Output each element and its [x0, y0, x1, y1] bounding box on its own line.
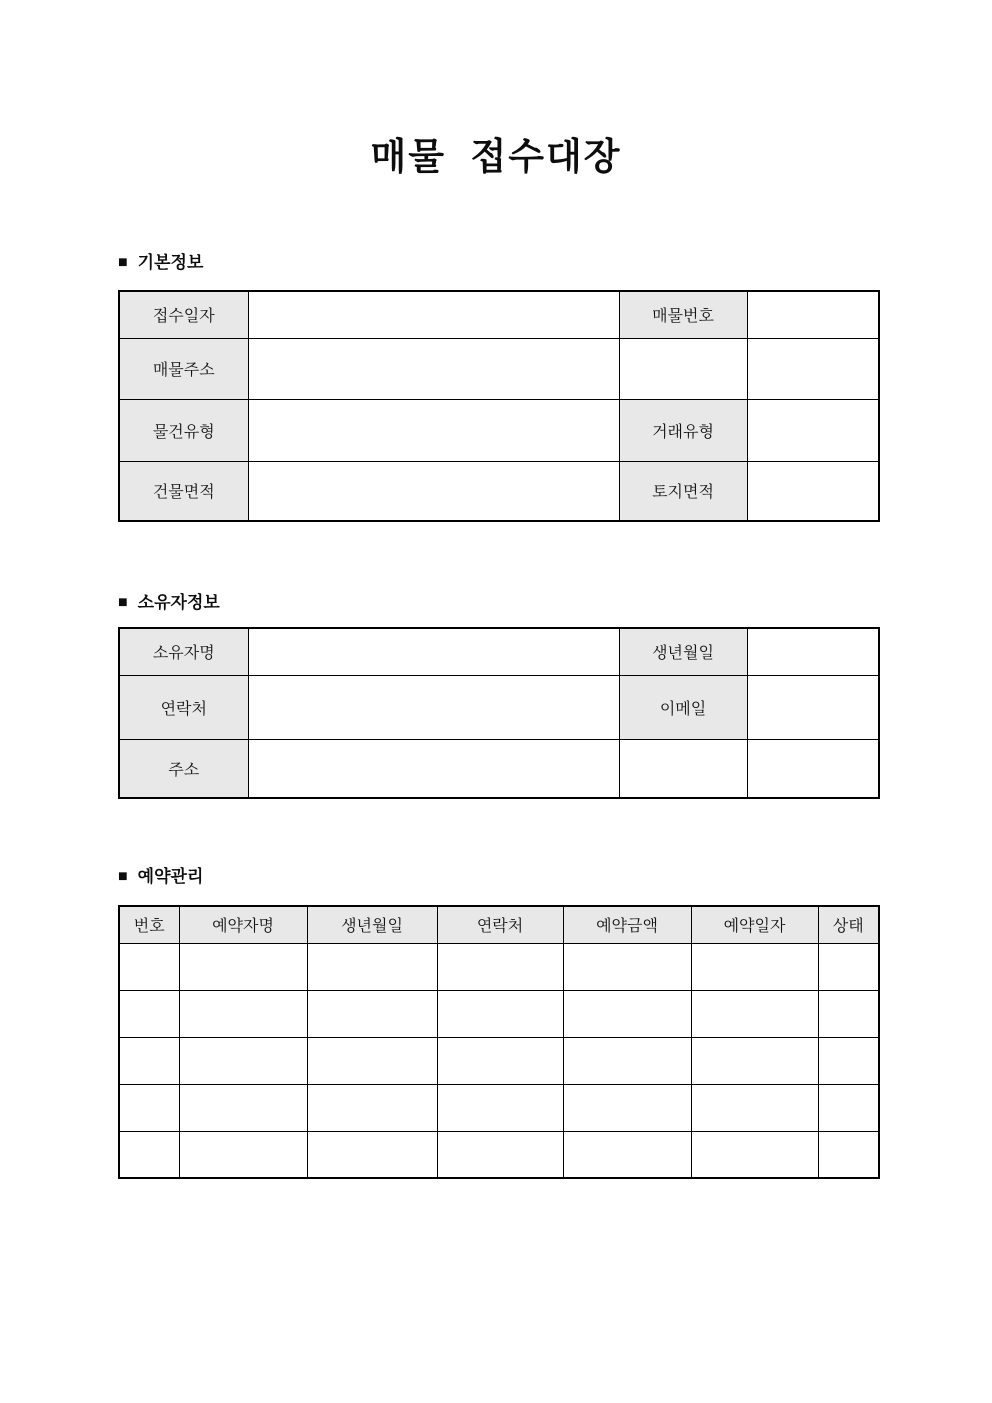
owner-name-field[interactable] [248, 628, 619, 675]
reservation-cell[interactable] [119, 990, 179, 1037]
reservation-cell[interactable] [437, 990, 563, 1037]
property-number-field[interactable] [747, 291, 879, 338]
empty-cell[interactable] [747, 338, 879, 399]
reservation-cell[interactable] [691, 1131, 818, 1178]
label-email: 이메일 [619, 675, 747, 739]
section-heading-basic-info [118, 252, 203, 274]
reservation-cell[interactable] [307, 990, 437, 1037]
col-header-reserver-name: 예약자명 [179, 906, 307, 943]
label-building-area: 건물면적 [119, 461, 248, 521]
reservation-cell[interactable] [563, 990, 691, 1037]
reservation-cell[interactable] [563, 943, 691, 990]
col-header-deposit-amount: 예약금액 [563, 906, 691, 943]
owner-info-table [118, 627, 880, 799]
property-type-field[interactable] [248, 399, 619, 461]
label-transaction-type: 거래유형 [619, 399, 747, 461]
reservation-cell[interactable] [179, 1084, 307, 1131]
reservation-cell[interactable] [179, 943, 307, 990]
empty-cell[interactable] [619, 739, 747, 798]
transaction-type-field[interactable] [747, 399, 879, 461]
col-header-no: 번호 [119, 906, 179, 943]
section-heading-reservation [118, 866, 203, 888]
label-land-area: 토지면적 [619, 461, 747, 521]
reservation-row [119, 990, 879, 1037]
reservation-cell[interactable] [563, 1084, 691, 1131]
label-property-number: 매물번호 [619, 291, 747, 338]
reservation-cell[interactable] [179, 1037, 307, 1084]
reservation-cell[interactable] [818, 1131, 879, 1178]
label-owner-name: 소유자명 [119, 628, 248, 675]
section-bullet-icon: ■ [118, 594, 128, 611]
reservation-cell[interactable] [119, 1037, 179, 1084]
section-heading-label: 예약관리 [137, 867, 204, 886]
reservation-cell[interactable] [818, 943, 879, 990]
reservation-row [119, 943, 879, 990]
section-heading-label: 기본정보 [137, 253, 204, 272]
section-bullet-icon: ■ [118, 254, 128, 271]
label-property-type: 물건유형 [119, 399, 248, 461]
reservation-cell[interactable] [307, 1084, 437, 1131]
reservation-cell[interactable] [691, 943, 818, 990]
table-row [119, 291, 879, 338]
reservation-cell[interactable] [563, 1131, 691, 1178]
label-receipt-date: 접수일자 [119, 291, 248, 338]
label-address: 주소 [119, 739, 248, 798]
basic-info-table [118, 290, 880, 522]
section-bullet-icon: ■ [118, 868, 128, 885]
table-row [119, 675, 879, 739]
property-address-field[interactable] [248, 338, 619, 399]
reservation-row [119, 1131, 879, 1178]
col-header-birth-date: 생년월일 [307, 906, 437, 943]
reservation-cell[interactable] [818, 990, 879, 1037]
empty-cell[interactable] [747, 739, 879, 798]
label-property-address: 매물주소 [119, 338, 248, 399]
reservation-cell[interactable] [179, 990, 307, 1037]
receipt-date-field[interactable] [248, 291, 619, 338]
reservation-row [119, 1084, 879, 1131]
email-field[interactable] [747, 675, 879, 739]
col-header-status: 상태 [818, 906, 879, 943]
reservation-cell[interactable] [119, 943, 179, 990]
contact-field[interactable] [248, 675, 619, 739]
col-header-contact: 연락처 [437, 906, 563, 943]
reservation-cell[interactable] [437, 1084, 563, 1131]
reservation-cell[interactable] [307, 1037, 437, 1084]
reservation-cell[interactable] [119, 1131, 179, 1178]
reservation-cell[interactable] [119, 1084, 179, 1131]
empty-cell[interactable] [619, 338, 747, 399]
table-row [119, 739, 879, 798]
label-contact: 연락처 [119, 675, 248, 739]
reservation-header-row [119, 906, 879, 943]
section-heading-label: 소유자정보 [137, 593, 220, 612]
label-birth-date: 생년월일 [619, 628, 747, 675]
reservation-cell[interactable] [818, 1037, 879, 1084]
reservation-row [119, 1037, 879, 1084]
reservation-cell[interactable] [691, 1084, 818, 1131]
table-row [119, 628, 879, 675]
document-title: 매물 접수대장 [370, 136, 622, 177]
land-area-field[interactable] [747, 461, 879, 521]
reservation-cell[interactable] [691, 1037, 818, 1084]
reservation-cell[interactable] [179, 1131, 307, 1178]
table-row [119, 338, 879, 399]
reservation-cell[interactable] [307, 943, 437, 990]
reservation-cell[interactable] [437, 1131, 563, 1178]
reservation-cell[interactable] [818, 1084, 879, 1131]
reservation-cell[interactable] [437, 1037, 563, 1084]
address-field[interactable] [248, 739, 619, 798]
birth-date-field[interactable] [747, 628, 879, 675]
reservation-cell[interactable] [691, 990, 818, 1037]
reservation-cell[interactable] [307, 1131, 437, 1178]
section-heading-owner-info [118, 592, 220, 614]
col-header-reservation-date: 예약일자 [691, 906, 818, 943]
table-row [119, 461, 879, 521]
table-row [119, 399, 879, 461]
reservation-cell[interactable] [563, 1037, 691, 1084]
reservation-table [118, 905, 880, 1179]
reservation-cell[interactable] [437, 943, 563, 990]
building-area-field[interactable] [248, 461, 619, 521]
